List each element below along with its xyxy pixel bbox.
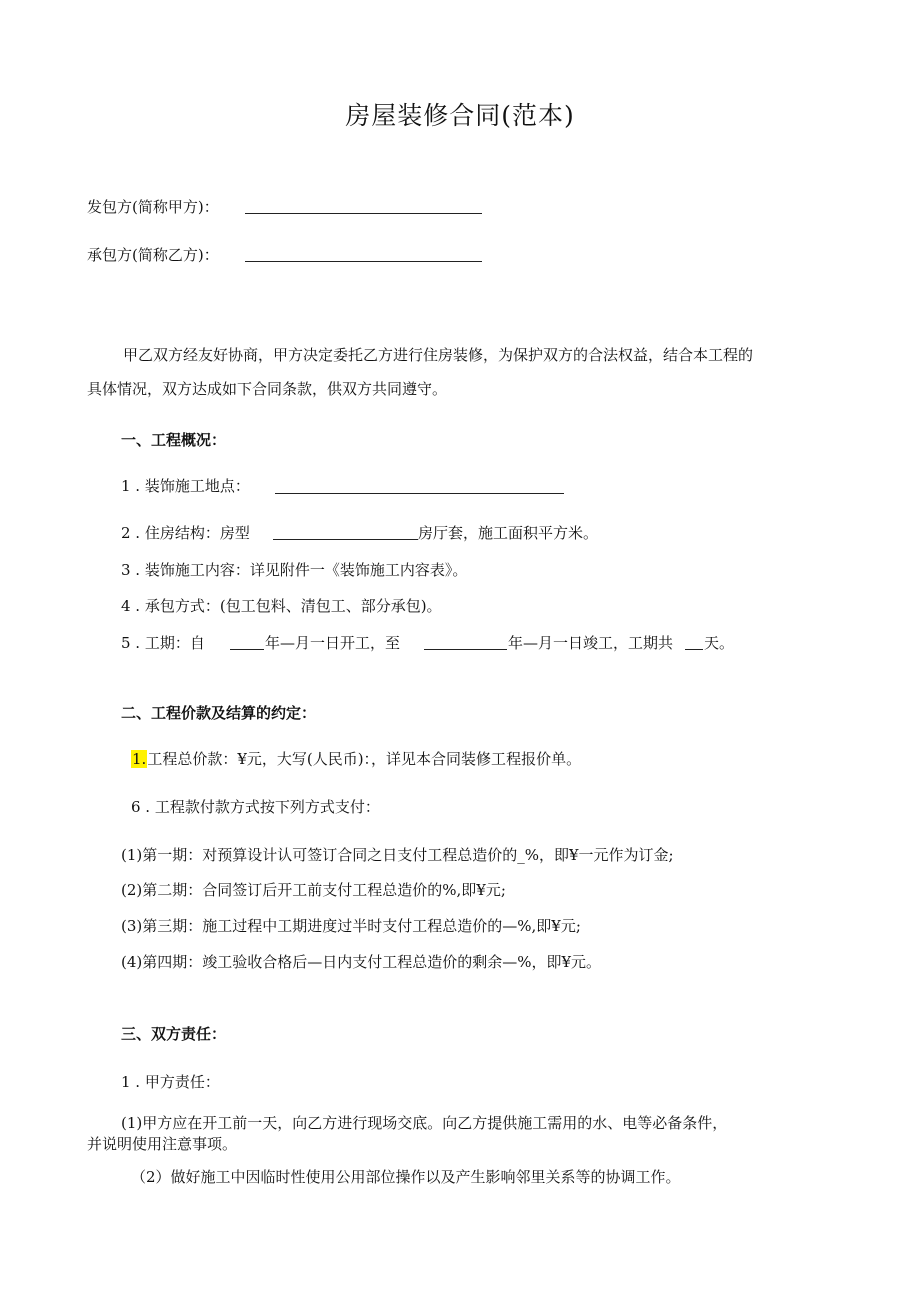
party-a-resp-2: （2）做好施工中因临时性使用公用部位操作以及产生影响邻里关系等的协调工作。 (131, 1168, 681, 1186)
party-b-label: 承包方(简称乙方)： (87, 246, 219, 264)
s1-item-5d: 天。 (704, 634, 735, 652)
s1-item-5c: 年—月一日竣工，工期共 (508, 634, 674, 652)
s2-item-6: 6 . 工程款付款方式按下列方式支付： (131, 798, 380, 816)
section-1-heading: 一、工程概况： (121, 431, 227, 449)
duration-blank[interactable] (685, 649, 703, 650)
s1-item-1: 1 . 装饰施工地点： (121, 477, 250, 495)
section-2-heading: 二、工程价款及结算的约定： (121, 704, 317, 722)
s1-item-3: 3 . 装饰施工内容：详见附件一《装饰施工内容表》。 (121, 561, 468, 579)
end-year-blank[interactable] (424, 649, 507, 650)
party-a-label: 发包方(简称甲方)： (87, 198, 219, 216)
payment-phase-2: (2)第二期：合同签订后开工前支付工程总造价的%,即¥元; (121, 881, 506, 899)
party-a-resp-1b: 并说明使用注意事项。 (87, 1135, 238, 1153)
payment-phase-3: (3)第三期：施工过程中工期进度过半时支付工程总造价的—%,即¥元; (121, 917, 581, 935)
highlight-marker: 1. (132, 750, 147, 768)
party-a-blank[interactable] (245, 213, 482, 214)
payment-phase-4: (4)第四期：竣工验收合格后—日内支付工程总造价的剩余—%，即¥元。 (121, 953, 602, 971)
s1-item-2b: 房厅套，施工面积平方米。 (418, 524, 599, 542)
s2-item-1-text: 工程总价款：¥元，大写(人民币)：，详见本合同装修工程报价单。 (147, 750, 582, 768)
intro-line-1: 甲乙双方经友好协商，甲方决定委托乙方进行住房装修，为保护双方的合法权益，结合本工程的 (123, 346, 754, 364)
s1-item-2a: 2 . 住房结构：房型 (121, 524, 250, 542)
s1-item-4: 4 . 承包方式：(包工包料、清包工、部分承包)。 (121, 597, 442, 615)
party-b-blank[interactable] (245, 261, 482, 262)
s1-item-5a: 5 . 工期：自 (121, 634, 205, 652)
s1-item-5b: 年—月一日开工，至 (265, 634, 401, 652)
start-year-blank[interactable] (230, 649, 264, 650)
s3-item-1: 1 . 甲方责任： (121, 1073, 220, 1091)
s2-item-1 (131, 748, 581, 770)
intro-line-2: 具体情况，双方达成如下合同条款，供双方共同遵守。 (87, 380, 448, 398)
payment-phase-1: (1)第一期：对预算设计认可签订合同之日支付工程总造价的_%，即¥一元作为订金; (121, 846, 674, 864)
party-a-resp-1a: (1)甲方应在开工前一天，向乙方进行现场交底。向乙方提供施工需用的水、电等必备条件， (121, 1114, 728, 1132)
section-3-heading: 三、双方责任： (121, 1025, 227, 1043)
house-type-blank[interactable] (273, 539, 418, 540)
page-title: 房屋装修合同(范本) (345, 101, 575, 130)
site-address-blank[interactable] (275, 493, 564, 494)
